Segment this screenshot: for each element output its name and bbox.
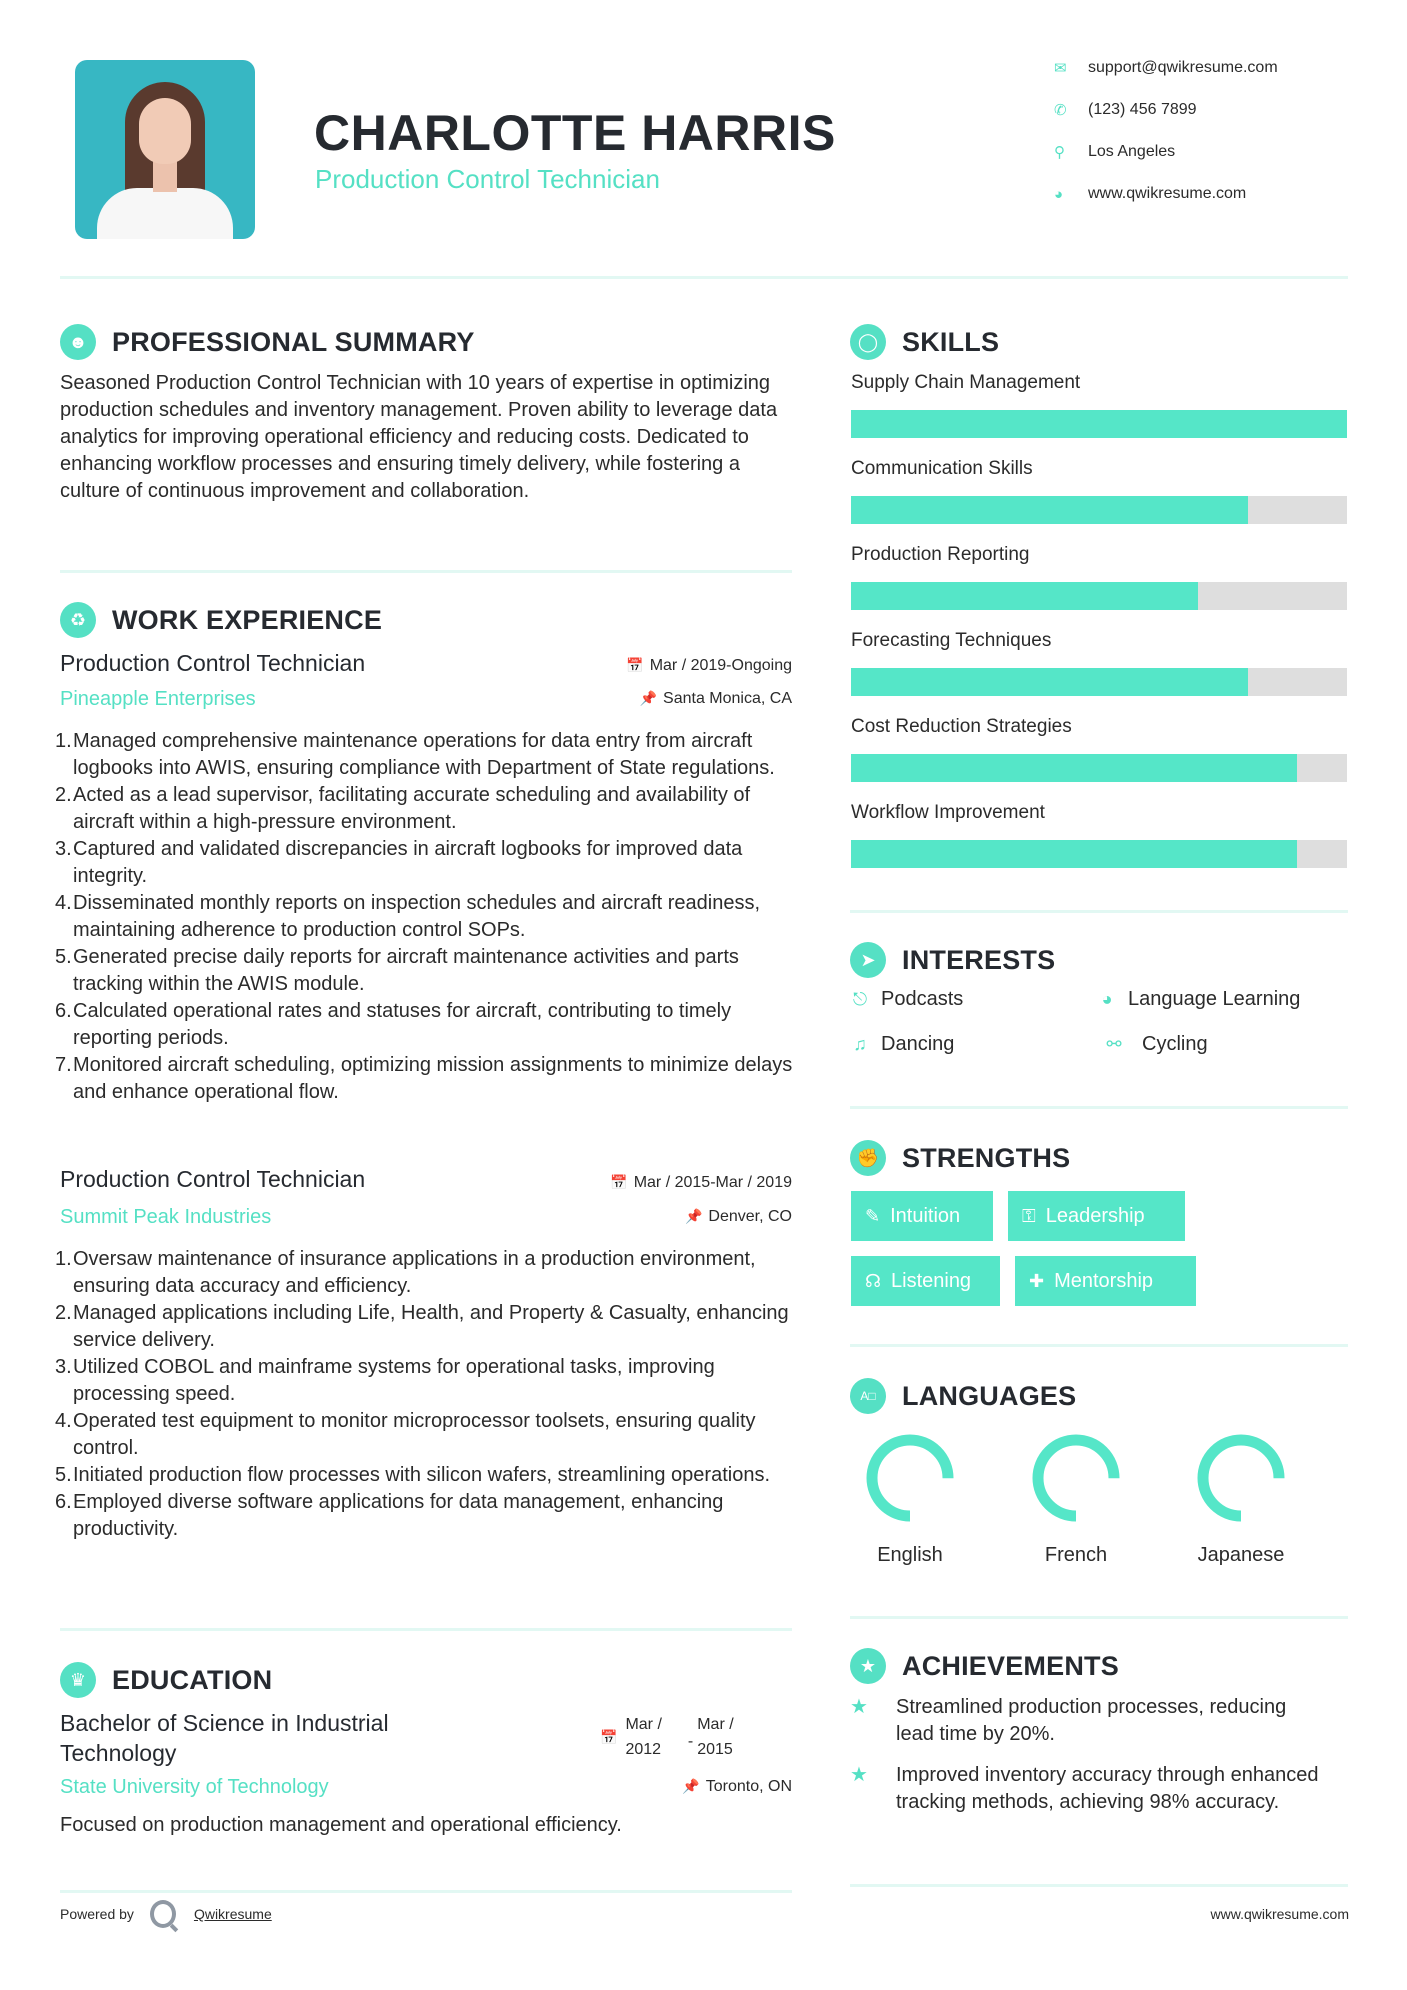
skill-bar	[851, 582, 1347, 610]
skill-fill	[851, 754, 1297, 782]
calendar-icon: 📅	[626, 657, 644, 673]
education-location-text: Toronto, ON	[705, 1778, 792, 1795]
pushpin-icon: 📌	[684, 1208, 703, 1224]
experience-divider	[60, 1628, 792, 1631]
strength-chip: ✎ Intuition	[851, 1191, 993, 1241]
contact-phone[interactable]	[1054, 98, 1197, 122]
language-ring	[1028, 1430, 1124, 1526]
education-end: Mar / 2015	[697, 1716, 734, 1758]
language-item	[850, 1430, 970, 1567]
contact-phone-text: (123) 456 7899	[1088, 101, 1197, 118]
contact-location-text: Los Angeles	[1088, 143, 1176, 160]
job-1-dates-text: Mar / 2019-Ongoing	[649, 657, 792, 674]
interest-item: ⚯ Cycling	[1098, 1033, 1208, 1056]
shooting-star-icon: ★	[850, 1696, 868, 1718]
header-divider	[60, 276, 1348, 279]
skills-header	[850, 322, 999, 362]
shooting-star-icon: ★	[850, 1764, 868, 1786]
education-dates	[600, 1712, 734, 1762]
summary-text: Seasoned Production Control Technician with 10 years of expertise in optimizing production schedules and inventory management. Proven ability to leverage data analytics for improving operational efficiency and reducing costs. Dedicated to enhancing workflow processes and ensuring timely delivery, while fostering a culture of continuous improvement and collaboration.	[60, 372, 778, 502]
list-item: 6. Employed diverse software applications for data management, enhancing productivity.	[55, 1491, 724, 1540]
experience-header	[60, 600, 382, 640]
skill-bar	[851, 410, 1347, 438]
languages-header	[850, 1376, 1076, 1416]
skill-fill	[851, 496, 1248, 524]
summary-heading: PROFESSIONAL SUMMARY	[112, 326, 475, 357]
education-start: Mar / 2012	[625, 1716, 662, 1758]
date-separator: -	[687, 1733, 694, 1750]
strengths-divider	[850, 1344, 1348, 1347]
achievement-item: ★ Improved inventory accuracy through enhanced tracking methods, achieving 98% accuracy.	[850, 1762, 1350, 1816]
list-item: 3. Captured and validated discrepancies in aircraft logbooks for improved data integrity.	[55, 838, 743, 887]
list-item: 1. Oversaw maintenance of insurance applications in a production environment, ensuring data accuracy and efficiency.	[55, 1248, 756, 1297]
education-heading: EDUCATION	[112, 1664, 273, 1695]
skill-label: Supply Chain Management	[851, 372, 1081, 393]
languages-heading: LANGUAGES	[902, 1380, 1077, 1411]
job-2-dates	[610, 1174, 792, 1192]
job-2-location	[685, 1208, 792, 1226]
list-item: 5. Initiated production flow processes with silicon wafers, streamlining operations.	[55, 1464, 771, 1486]
skill-label: Production Reporting	[851, 544, 1030, 565]
job-1-company: Pineapple Enterprises	[60, 688, 256, 710]
user-icon: ☻	[60, 324, 96, 360]
list-item: 2. Managed applications including Life, Health, and Property & Casualty, enhancing service delivery.	[55, 1302, 789, 1351]
skill-bar	[851, 840, 1347, 868]
skill-fill	[851, 410, 1347, 438]
calendar-icon: 📅	[610, 1174, 628, 1190]
globe-icon: ◕	[1054, 185, 1064, 203]
skill-bar	[851, 668, 1347, 696]
language-item	[1181, 1430, 1301, 1567]
skills-heading: SKILLS	[902, 326, 1000, 357]
job-1-bullets	[55, 728, 800, 1106]
qwikresume-link[interactable]: Qwikresume	[193, 1906, 272, 1922]
powered-by-label: Powered by	[60, 1906, 134, 1922]
microphone-icon: ⎋	[852, 989, 868, 1009]
list-item: 2. Acted as a lead supervisor, facilitating accurate scheduling and availability of aircraft within a high-pressure environment.	[55, 784, 751, 833]
language-ring	[862, 1430, 958, 1526]
lightbulb-icon: ◯	[850, 324, 886, 360]
language-item	[1016, 1430, 1136, 1567]
summary-header	[60, 322, 475, 362]
contact-location	[1054, 140, 1175, 164]
list-item: 4. Operated test equipment to monitor microprocessor toolsets, ensuring quality control.	[55, 1410, 756, 1459]
interest-item: ⎋ Podcasts	[852, 988, 964, 1010]
list-item: 4. Disseminated monthly reports on inspection schedules and aircraft readiness, maintaining adherence to production control SOPs.	[55, 892, 761, 941]
strength-chip: ☊ Listening	[851, 1256, 1000, 1306]
interest-item: ◕ Language Learning	[1098, 988, 1300, 1011]
interests-divider	[850, 1106, 1348, 1109]
skill-label: Cost Reduction Strategies	[851, 716, 1072, 737]
education-degree-line-2: Technology	[60, 1740, 177, 1766]
skill-fill	[851, 840, 1297, 868]
achievements-header	[850, 1646, 1119, 1686]
skills-divider	[850, 910, 1348, 913]
interests-heading: INTERESTS	[902, 944, 1056, 975]
interests-header	[850, 940, 1055, 980]
music-note-icon: ♫	[853, 1034, 867, 1054]
translate-icon: A□	[850, 1378, 886, 1414]
office-chair-icon: ♻	[60, 602, 96, 638]
summary-divider	[60, 570, 792, 573]
strength-chip: ⚿ Leadership	[1008, 1191, 1185, 1241]
list-item: 1. Managed comprehensive maintenance operations for data entry from aircraft logbooks into AWIS, ensuring compliance with Department of State regulations.	[55, 730, 775, 779]
contact-email-text: support@qwikresume.com	[1088, 59, 1278, 76]
interest-item: ♫ Dancing	[851, 1033, 954, 1056]
job-2-dates-text: Mar / 2015-Mar / 2019	[633, 1174, 792, 1191]
list-item: 3. Utilized COBOL and mainframe systems for operational tasks, improving processing speed.	[55, 1356, 715, 1405]
contact-website[interactable]	[1054, 182, 1246, 206]
list-item: 7. Monitored aircraft scheduling, optimizing mission assignments to minimize delays and enhance operational flow.	[55, 1054, 793, 1103]
phone-icon: ✆	[1054, 102, 1067, 119]
job-2-title: Production Control Technician	[60, 1166, 366, 1192]
bicycle-icon: ⚯	[1106, 1034, 1122, 1054]
education-description: Focused on production management and operational efficiency.	[60, 1814, 622, 1836]
footer-website[interactable]: www.qwikresume.com	[1210, 1906, 1349, 1922]
list-item: 6. Calculated operational rates and statuses for aircraft, contributing to timely reporting periods.	[55, 1000, 732, 1049]
photo-face	[139, 98, 191, 164]
language-name: French	[1044, 1544, 1108, 1566]
job-1-location	[640, 690, 792, 708]
skill-label: Workflow Improvement	[851, 802, 1045, 823]
education-degree-line-1: Bachelor of Science in Industrial	[60, 1710, 389, 1736]
footer-divider-left	[60, 1890, 792, 1893]
education-location	[682, 1778, 792, 1796]
skills-list	[851, 372, 1347, 868]
skill-label: Communication Skills	[851, 458, 1033, 479]
location-pin-icon: ⚲	[1054, 144, 1065, 161]
photo-neck	[153, 160, 177, 192]
pushpin-icon: 📌	[682, 1778, 700, 1794]
paper-plane-icon: ➤	[850, 942, 886, 978]
education-header	[60, 1660, 272, 1700]
profile-photo	[75, 60, 255, 239]
experience-heading: WORK EXPERIENCE	[112, 604, 383, 635]
star-badge-icon: ★	[850, 1648, 886, 1684]
job-1-title: Production Control Technician	[60, 650, 366, 676]
mail-icon: ✉	[1054, 60, 1067, 77]
skill-fill	[851, 668, 1248, 696]
skill-fill	[851, 582, 1198, 610]
contact-website-text: www.qwikresume.com	[1088, 185, 1247, 202]
languages-divider	[850, 1616, 1348, 1619]
user-plus-icon: ✚	[1029, 1270, 1045, 1291]
strengths-heading: STRENGTHS	[902, 1142, 1071, 1173]
photo-shirt	[97, 188, 233, 239]
achievement-item: ★ Streamlined production processes, reducing lead time by 20%.	[850, 1694, 1350, 1748]
globe-icon: ◕	[1101, 989, 1113, 1009]
job-2-company: Summit Peak Industries	[60, 1206, 272, 1228]
pushpin-icon: 📌	[639, 690, 658, 706]
language-name: English	[877, 1544, 943, 1566]
job-2-location-text: Denver, CO	[708, 1208, 792, 1225]
education-school: State University of Technology	[60, 1776, 329, 1798]
education-degree	[60, 1708, 389, 1768]
job-1-location-text: Santa Monica, CA	[663, 690, 792, 707]
fist-icon: ✊	[850, 1140, 886, 1176]
list-item: 5. Generated precise daily reports for aircraft maintenance activities and parts tracking within the AWIS module.	[55, 946, 739, 995]
job-1-dates	[626, 657, 792, 675]
magic-wand-icon: ✎	[865, 1205, 881, 1226]
language-ring	[1193, 1430, 1289, 1526]
graduate-icon: ♛	[60, 1662, 96, 1698]
footer-divider-right	[850, 1884, 1348, 1887]
candidate-title: Production Control Technician	[315, 164, 660, 194]
candidate-name: CHARLOTTE HARRIS	[314, 105, 836, 161]
skill-bar	[851, 496, 1347, 524]
skill-label: Forecasting Techniques	[851, 630, 1052, 651]
calendar-icon: 📅	[600, 1728, 618, 1745]
job-2-bullets	[55, 1246, 800, 1543]
contact-email[interactable]	[1054, 56, 1278, 80]
powered-by	[60, 1900, 272, 1928]
strengths-header	[850, 1138, 1070, 1178]
achievements-heading: ACHIEVEMENTS	[902, 1650, 1119, 1681]
language-name: Japanese	[1197, 1544, 1285, 1566]
qwikresume-logo-icon	[150, 1900, 176, 1928]
skill-bar	[851, 754, 1347, 782]
group-icon: ⚿	[1022, 1205, 1036, 1226]
strength-chip: ✚ Mentorship	[1015, 1256, 1196, 1306]
headphones-icon: ☊	[865, 1270, 881, 1291]
